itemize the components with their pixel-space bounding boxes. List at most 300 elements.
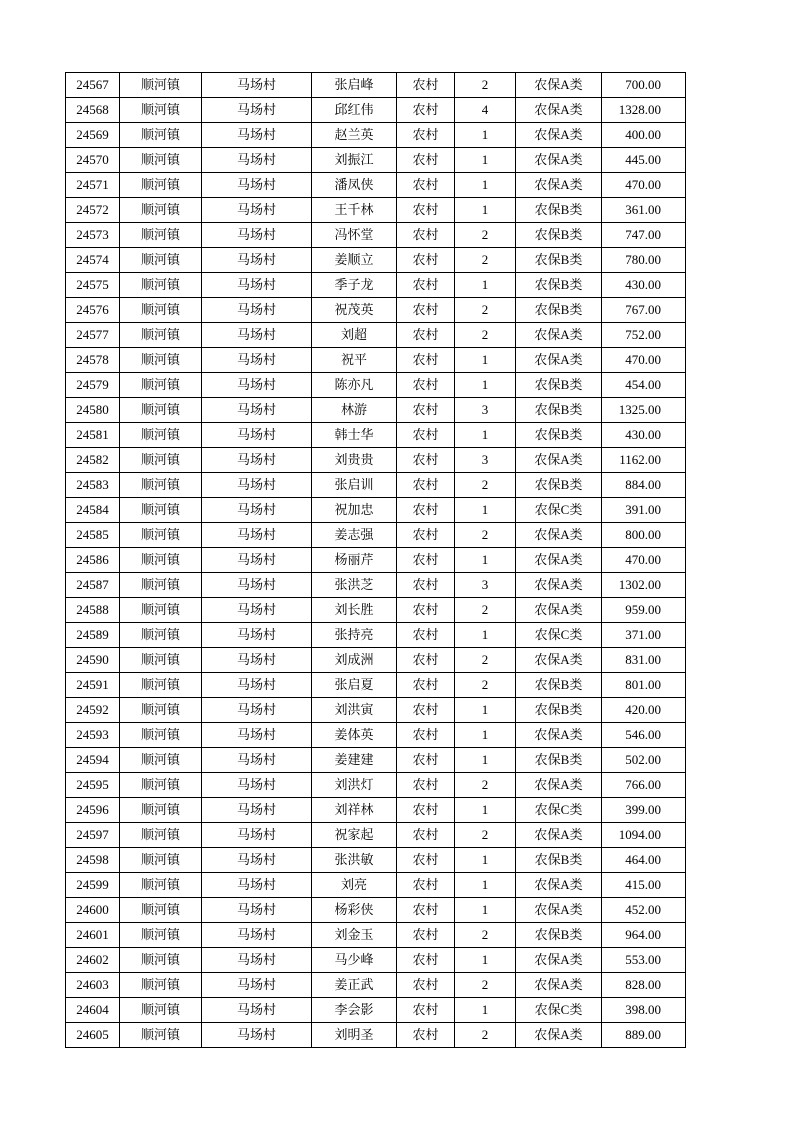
insurance-category-cell: 农保B类 [516,248,602,273]
household-type-cell: 农村 [397,773,455,798]
household-type-cell: 农村 [397,873,455,898]
table-row [66,798,686,823]
household-type-cell: 农村 [397,323,455,348]
table-row [66,448,686,473]
person-name-cell: 刘金玉 [312,923,397,948]
insurance-category-cell: 农保A类 [516,948,602,973]
person-name-cell: 刘贵贵 [312,448,397,473]
amount-cell: 391.00 [602,498,686,523]
household-type-cell: 农村 [397,1023,455,1048]
town-cell: 顺河镇 [120,923,202,948]
town-cell: 顺河镇 [120,348,202,373]
village-cell: 马场村 [202,723,312,748]
table-row [66,723,686,748]
table-row [66,473,686,498]
table-row [66,498,686,523]
town-cell: 顺河镇 [120,423,202,448]
serial-number-cell: 24590 [66,648,120,673]
amount-cell: 780.00 [602,248,686,273]
person-name-cell: 林游 [312,398,397,423]
amount-cell: 430.00 [602,273,686,298]
person-count-cell: 1 [455,498,516,523]
household-type-cell: 农村 [397,723,455,748]
insurance-category-cell: 农保B类 [516,748,602,773]
village-cell: 马场村 [202,523,312,548]
household-type-cell: 农村 [397,948,455,973]
household-type-cell: 农村 [397,998,455,1023]
insurance-category-cell: 农保A类 [516,873,602,898]
person-name-cell: 李会影 [312,998,397,1023]
person-count-cell: 1 [455,948,516,973]
amount-cell: 1302.00 [602,573,686,598]
person-count-cell: 1 [455,548,516,573]
amount-cell: 801.00 [602,673,686,698]
person-name-cell: 冯怀堂 [312,223,397,248]
person-name-cell: 张持亮 [312,623,397,648]
serial-number-cell: 24575 [66,273,120,298]
insurance-category-cell: 农保B类 [516,373,602,398]
person-name-cell: 姜体英 [312,723,397,748]
table-row [66,248,686,273]
insurance-category-cell: 农保B类 [516,398,602,423]
insurance-category-cell: 农保B类 [516,273,602,298]
person-count-cell: 1 [455,798,516,823]
amount-cell: 828.00 [602,973,686,998]
person-name-cell: 杨丽芹 [312,548,397,573]
village-cell: 马场村 [202,423,312,448]
person-name-cell: 季子龙 [312,273,397,298]
person-name-cell: 张洪芝 [312,573,397,598]
village-cell: 马场村 [202,73,312,98]
person-count-cell: 1 [455,723,516,748]
insurance-category-cell: 农保A类 [516,73,602,98]
town-cell: 顺河镇 [120,398,202,423]
household-type-cell: 农村 [397,273,455,298]
serial-number-cell: 24574 [66,248,120,273]
village-cell: 马场村 [202,1023,312,1048]
person-name-cell: 刘长胜 [312,598,397,623]
insurance-category-cell: 农保B类 [516,223,602,248]
town-cell: 顺河镇 [120,973,202,998]
town-cell: 顺河镇 [120,223,202,248]
table-row [66,423,686,448]
person-count-cell: 3 [455,573,516,598]
town-cell: 顺河镇 [120,448,202,473]
amount-cell: 959.00 [602,598,686,623]
amount-cell: 470.00 [602,173,686,198]
insurance-category-cell: 农保A类 [516,823,602,848]
serial-number-cell: 24601 [66,923,120,948]
table-row [66,348,686,373]
household-type-cell: 农村 [397,898,455,923]
household-type-cell: 农村 [397,973,455,998]
household-type-cell: 农村 [397,623,455,648]
table-row [66,823,686,848]
village-cell: 马场村 [202,373,312,398]
household-type-cell: 农村 [397,473,455,498]
town-cell: 顺河镇 [120,273,202,298]
person-name-cell: 陈亦凡 [312,373,397,398]
town-cell: 顺河镇 [120,773,202,798]
village-cell: 马场村 [202,273,312,298]
serial-number-cell: 24569 [66,123,120,148]
insurance-category-cell: 农保B类 [516,848,602,873]
person-name-cell: 邱红伟 [312,98,397,123]
village-cell: 马场村 [202,323,312,348]
serial-number-cell: 24581 [66,423,120,448]
household-type-cell: 农村 [397,223,455,248]
table-row [66,598,686,623]
person-name-cell: 刘亮 [312,873,397,898]
person-count-cell: 2 [455,673,516,698]
village-cell: 马场村 [202,848,312,873]
amount-cell: 371.00 [602,623,686,648]
person-count-cell: 1 [455,873,516,898]
village-cell: 马场村 [202,598,312,623]
village-cell: 马场村 [202,948,312,973]
table-row [66,623,686,648]
insurance-category-cell: 农保A类 [516,323,602,348]
town-cell: 顺河镇 [120,548,202,573]
person-count-cell: 2 [455,473,516,498]
village-cell: 马场村 [202,548,312,573]
table-row [66,673,686,698]
insurance-category-cell: 农保B类 [516,298,602,323]
table-row [66,973,686,998]
amount-cell: 464.00 [602,848,686,873]
serial-number-cell: 24583 [66,473,120,498]
person-count-cell: 1 [455,748,516,773]
table-row [66,173,686,198]
village-cell: 马场村 [202,923,312,948]
serial-number-cell: 24593 [66,723,120,748]
person-name-cell: 刘明圣 [312,1023,397,1048]
village-cell: 马场村 [202,773,312,798]
household-type-cell: 农村 [397,923,455,948]
amount-cell: 766.00 [602,773,686,798]
insurance-category-cell: 农保A类 [516,898,602,923]
village-cell: 马场村 [202,648,312,673]
amount-cell: 831.00 [602,648,686,673]
table-row [66,748,686,773]
household-type-cell: 农村 [397,448,455,473]
table-row [66,198,686,223]
town-cell: 顺河镇 [120,523,202,548]
amount-cell: 1325.00 [602,398,686,423]
household-type-cell: 农村 [397,148,455,173]
amount-cell: 470.00 [602,548,686,573]
amount-cell: 700.00 [602,73,686,98]
village-cell: 马场村 [202,823,312,848]
serial-number-cell: 24585 [66,523,120,548]
insurance-category-cell: 农保A类 [516,773,602,798]
amount-cell: 1162.00 [602,448,686,473]
household-type-cell: 农村 [397,398,455,423]
household-type-cell: 农村 [397,98,455,123]
person-name-cell: 刘超 [312,323,397,348]
amount-cell: 452.00 [602,898,686,923]
table-row [66,773,686,798]
serial-number-cell: 24598 [66,848,120,873]
town-cell: 顺河镇 [120,873,202,898]
household-type-cell: 农村 [397,373,455,398]
person-count-cell: 4 [455,98,516,123]
person-name-cell: 潘凤侠 [312,173,397,198]
person-name-cell: 韩士华 [312,423,397,448]
village-cell: 马场村 [202,673,312,698]
serial-number-cell: 24572 [66,198,120,223]
village-cell: 马场村 [202,398,312,423]
town-cell: 顺河镇 [120,848,202,873]
table-row [66,73,686,98]
table-row [66,648,686,673]
serial-number-cell: 24568 [66,98,120,123]
insurance-category-cell: 农保A类 [516,523,602,548]
table-row [66,548,686,573]
household-type-cell: 农村 [397,673,455,698]
table-row [66,373,686,398]
town-cell: 顺河镇 [120,573,202,598]
household-type-cell: 农村 [397,573,455,598]
person-count-cell: 2 [455,973,516,998]
insurance-category-cell: 农保C类 [516,623,602,648]
insurance-category-cell: 农保C类 [516,998,602,1023]
amount-cell: 445.00 [602,148,686,173]
village-cell: 马场村 [202,198,312,223]
person-name-cell: 祝平 [312,348,397,373]
insurance-category-cell: 农保A类 [516,1023,602,1048]
person-count-cell: 1 [455,623,516,648]
household-type-cell: 农村 [397,498,455,523]
village-cell: 马场村 [202,898,312,923]
insurance-category-cell: 农保A类 [516,973,602,998]
town-cell: 顺河镇 [120,798,202,823]
amount-cell: 361.00 [602,198,686,223]
amount-cell: 964.00 [602,923,686,948]
insurance-category-cell: 农保C类 [516,498,602,523]
amount-cell: 470.00 [602,348,686,373]
person-count-cell: 2 [455,923,516,948]
amount-cell: 747.00 [602,223,686,248]
person-name-cell: 杨彩侠 [312,898,397,923]
person-count-cell: 2 [455,598,516,623]
household-type-cell: 农村 [397,73,455,98]
person-count-cell: 1 [455,123,516,148]
serial-number-cell: 24584 [66,498,120,523]
village-cell: 马场村 [202,173,312,198]
table-row [66,923,686,948]
town-cell: 顺河镇 [120,998,202,1023]
person-count-cell: 2 [455,773,516,798]
person-name-cell: 刘祥林 [312,798,397,823]
village-cell: 马场村 [202,123,312,148]
table-row [66,273,686,298]
table-row [66,298,686,323]
person-name-cell: 张启夏 [312,673,397,698]
village-cell: 马场村 [202,698,312,723]
insurance-category-cell: 农保A类 [516,173,602,198]
person-name-cell: 刘洪灯 [312,773,397,798]
table-row [66,848,686,873]
village-cell: 马场村 [202,98,312,123]
person-name-cell: 马少峰 [312,948,397,973]
insurance-category-cell: 农保A类 [516,723,602,748]
serial-number-cell: 24586 [66,548,120,573]
household-type-cell: 农村 [397,523,455,548]
amount-cell: 889.00 [602,1023,686,1048]
serial-number-cell: 24604 [66,998,120,1023]
table-row [66,698,686,723]
person-name-cell: 姜志强 [312,523,397,548]
town-cell: 顺河镇 [120,148,202,173]
town-cell: 顺河镇 [120,173,202,198]
insurance-category-cell: 农保B类 [516,473,602,498]
town-cell: 顺河镇 [120,673,202,698]
serial-number-cell: 24605 [66,1023,120,1048]
town-cell: 顺河镇 [120,823,202,848]
town-cell: 顺河镇 [120,123,202,148]
town-cell: 顺河镇 [120,323,202,348]
person-count-cell: 2 [455,248,516,273]
insurance-category-cell: 农保A类 [516,123,602,148]
serial-number-cell: 24602 [66,948,120,973]
person-count-cell: 1 [455,198,516,223]
insurance-category-cell: 农保A类 [516,448,602,473]
amount-cell: 546.00 [602,723,686,748]
town-cell: 顺河镇 [120,598,202,623]
table-row [66,223,686,248]
person-count-cell: 1 [455,998,516,1023]
serial-number-cell: 24567 [66,73,120,98]
person-name-cell: 刘成洲 [312,648,397,673]
table-row [66,523,686,548]
village-cell: 马场村 [202,298,312,323]
table-body [66,73,686,1048]
insurance-category-cell: 农保B类 [516,198,602,223]
serial-number-cell: 24570 [66,148,120,173]
village-cell: 马场村 [202,573,312,598]
serial-number-cell: 24577 [66,323,120,348]
amount-cell: 502.00 [602,748,686,773]
person-name-cell: 张洪敏 [312,848,397,873]
town-cell: 顺河镇 [120,198,202,223]
village-cell: 马场村 [202,148,312,173]
village-cell: 马场村 [202,223,312,248]
serial-number-cell: 24597 [66,823,120,848]
person-name-cell: 刘洪寅 [312,698,397,723]
serial-number-cell: 24571 [66,173,120,198]
household-type-cell: 农村 [397,298,455,323]
person-count-cell: 2 [455,1023,516,1048]
amount-cell: 1328.00 [602,98,686,123]
person-name-cell: 姜顺立 [312,248,397,273]
town-cell: 顺河镇 [120,298,202,323]
serial-number-cell: 24591 [66,673,120,698]
person-name-cell: 赵兰英 [312,123,397,148]
amount-cell: 420.00 [602,698,686,723]
person-name-cell: 刘振江 [312,148,397,173]
household-type-cell: 农村 [397,548,455,573]
amount-cell: 430.00 [602,423,686,448]
amount-cell: 398.00 [602,998,686,1023]
serial-number-cell: 24579 [66,373,120,398]
town-cell: 顺河镇 [120,373,202,398]
serial-number-cell: 24578 [66,348,120,373]
person-name-cell: 祝茂英 [312,298,397,323]
town-cell: 顺河镇 [120,698,202,723]
household-type-cell: 农村 [397,248,455,273]
table-row [66,323,686,348]
village-cell: 马场村 [202,348,312,373]
person-name-cell: 张启峰 [312,73,397,98]
household-type-cell: 农村 [397,198,455,223]
insurance-category-cell: 农保C类 [516,798,602,823]
town-cell: 顺河镇 [120,73,202,98]
person-count-cell: 1 [455,423,516,448]
town-cell: 顺河镇 [120,948,202,973]
insurance-category-cell: 农保B类 [516,423,602,448]
serial-number-cell: 24592 [66,698,120,723]
person-count-cell: 3 [455,448,516,473]
data-table [65,72,686,1048]
insurance-category-cell: 农保A类 [516,548,602,573]
person-name-cell: 张启训 [312,473,397,498]
household-type-cell: 农村 [397,698,455,723]
person-count-cell: 3 [455,398,516,423]
household-type-cell: 农村 [397,648,455,673]
town-cell: 顺河镇 [120,498,202,523]
town-cell: 顺河镇 [120,623,202,648]
table-row [66,998,686,1023]
amount-cell: 400.00 [602,123,686,148]
person-count-cell: 2 [455,298,516,323]
amount-cell: 800.00 [602,523,686,548]
village-cell: 马场村 [202,448,312,473]
table-row [66,898,686,923]
household-type-cell: 农村 [397,123,455,148]
person-count-cell: 2 [455,223,516,248]
insurance-category-cell: 农保A类 [516,348,602,373]
person-count-cell: 2 [455,523,516,548]
amount-cell: 454.00 [602,373,686,398]
insurance-category-cell: 农保B类 [516,698,602,723]
person-name-cell: 祝加忠 [312,498,397,523]
person-count-cell: 2 [455,323,516,348]
person-count-cell: 1 [455,273,516,298]
person-name-cell: 祝家起 [312,823,397,848]
household-type-cell: 农村 [397,823,455,848]
table-row [66,873,686,898]
person-name-cell: 姜建建 [312,748,397,773]
person-name-cell: 王千林 [312,198,397,223]
person-count-cell: 1 [455,848,516,873]
serial-number-cell: 24580 [66,398,120,423]
amount-cell: 767.00 [602,298,686,323]
insurance-category-cell: 农保A类 [516,573,602,598]
table-row [66,98,686,123]
table-row [66,123,686,148]
household-type-cell: 农村 [397,798,455,823]
town-cell: 顺河镇 [120,473,202,498]
amount-cell: 1094.00 [602,823,686,848]
insurance-category-cell: 农保A类 [516,148,602,173]
village-cell: 马场村 [202,873,312,898]
town-cell: 顺河镇 [120,723,202,748]
serial-number-cell: 24594 [66,748,120,773]
table-row [66,573,686,598]
person-count-cell: 2 [455,648,516,673]
person-name-cell: 姜正武 [312,973,397,998]
